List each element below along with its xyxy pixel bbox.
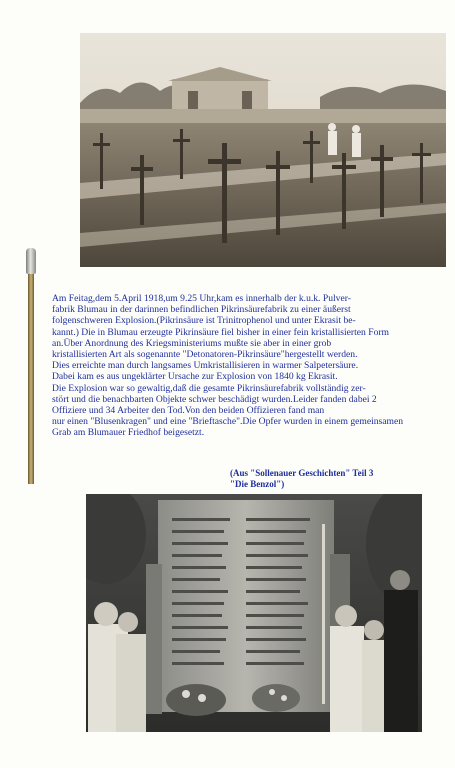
pencil-head xyxy=(26,248,36,274)
caption-line: an.Über Anordnung des Kriegsministeriums mußte sie aber in einer grob xyxy=(52,337,332,349)
caption-line: kristallisierten Art als sogenannte "Detonatoren-Pikrinsäure"hergestellt werden. xyxy=(52,349,358,361)
caption-line: Offiziere und 34 Arbeiter den Tod.Von den beiden Offizieren fand man xyxy=(52,405,325,417)
caption-line: fabrik Blumau in der darinnen befindlichen Pikrinsäurefabrik zu einer äußerst xyxy=(52,304,351,316)
caption-line: Dies erreichte man durch langsames Umkristallisieren in warmer Salpetersäure. xyxy=(52,360,359,372)
memorial-photo-image xyxy=(86,494,422,732)
caption-line: Grab am Blumauer Friedhof beigesetzt. xyxy=(52,427,205,439)
caption-text xyxy=(52,293,436,439)
pencil-shaft xyxy=(28,274,34,484)
caption-line: kannt.) Die in Blumau erzeugte Pikrinsäure fiel bisher in einer fein kristallisierten Form xyxy=(52,326,390,338)
source-line-2: "Die Benzol") xyxy=(230,479,285,489)
cemetery-photo xyxy=(80,33,446,267)
caption-line: nur einen "Blusenkragen" und eine "Brieftasche".Die Opfer wurden in einem gemeinsamen xyxy=(52,416,404,428)
caption-line: Am Feitag,dem 5.April 1918,um 9.25 Uhr,kam es innerhalb der k.u.k. Pulver- xyxy=(52,293,351,304)
caption-line: stört und die benachbarten Objekte schwer beschädigt wurden.Leider fanden dabei 2 xyxy=(52,393,377,405)
pencil-icon xyxy=(26,248,36,484)
caption-line: folgenschweren Explosion.(Pikrinsäure ist Trinitrophenol und unter Ekrasit be- xyxy=(52,315,356,327)
source-note xyxy=(230,468,440,490)
source-line-1: (Aus "Sollenauer Geschichten" Teil 3 xyxy=(230,468,374,478)
caption-line: Die Explosion war so gewaltig,daß die gesamte Pikrinsäurefabrik vollständig zer- xyxy=(52,382,366,394)
caption-line: Dabei kam es aus ungeklärter Ursache zur Explosion von 1840 kg Ekrasit. xyxy=(52,371,338,383)
memorial-photo xyxy=(86,494,422,732)
cemetery-photo-image xyxy=(80,33,446,267)
